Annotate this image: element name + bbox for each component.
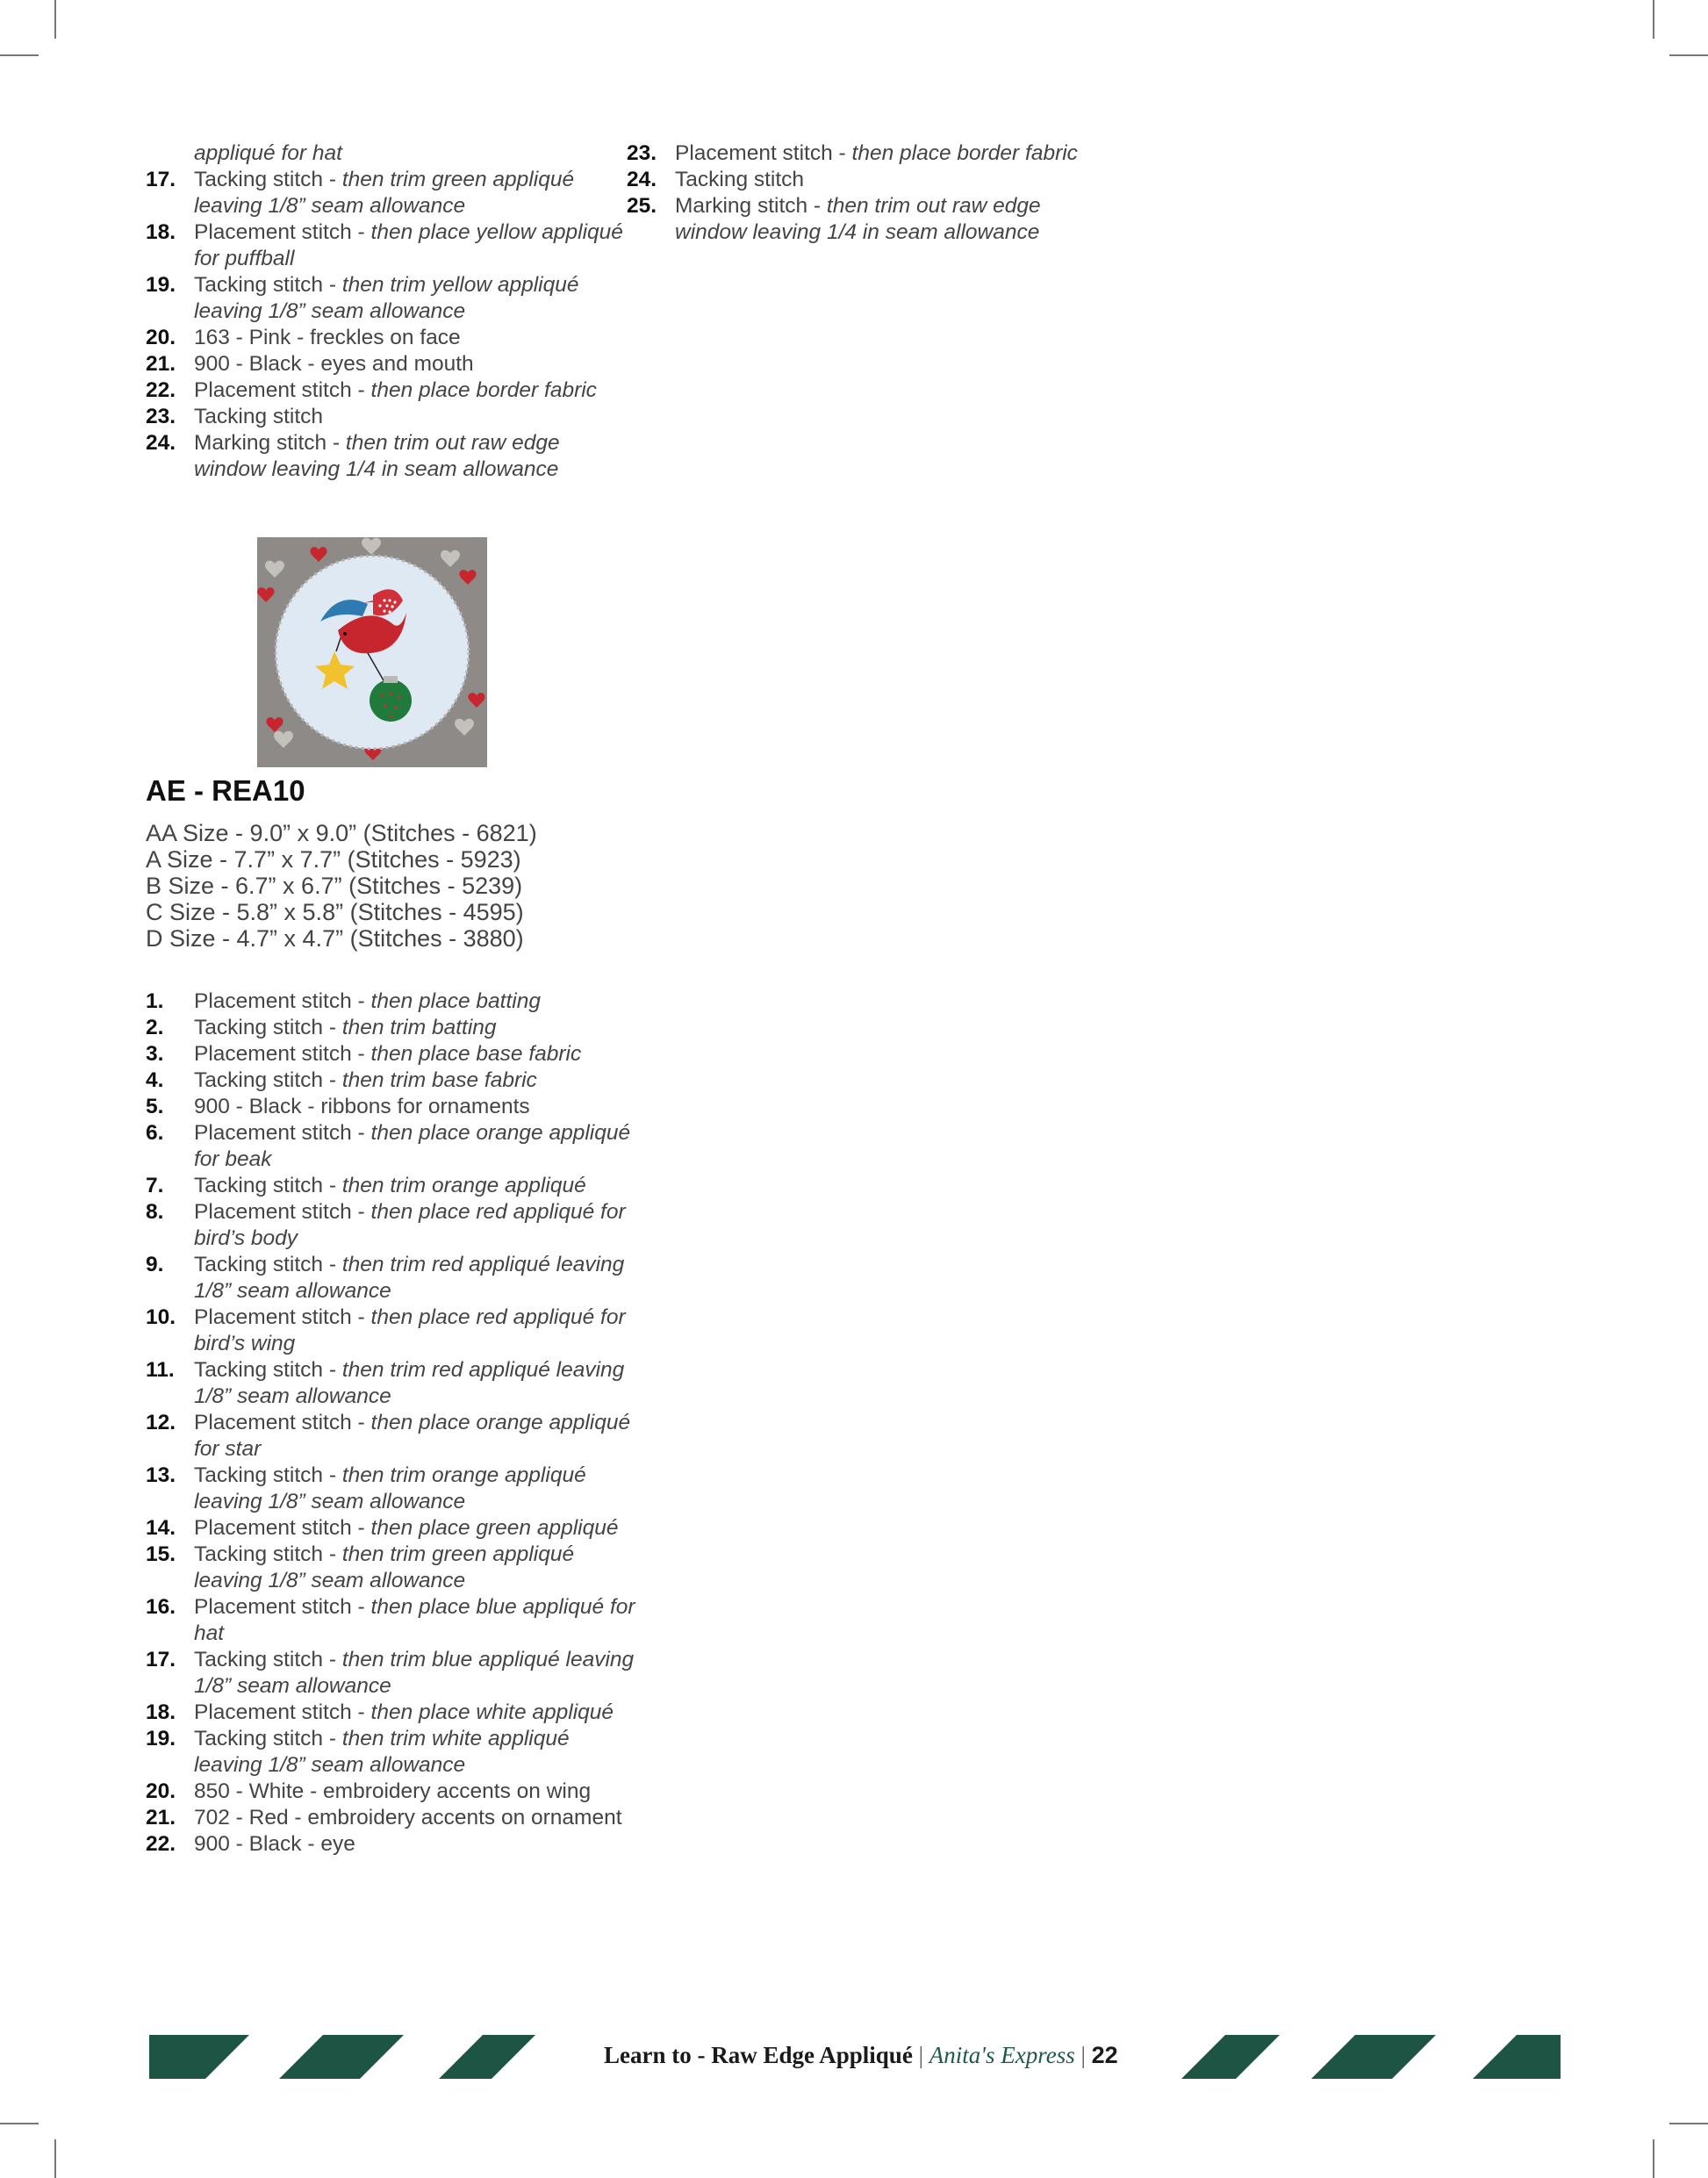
item-text: Placement stitch -	[194, 378, 371, 402]
right-steps	[627, 140, 1118, 246]
item-text: Tacking stitch -	[194, 1358, 342, 1382]
item-instruction: then trim base fabric	[341, 1068, 537, 1092]
item-text: Tacking stitch -	[194, 1253, 342, 1276]
item-text: Tacking stitch -	[194, 1463, 342, 1487]
stripe	[1181, 2035, 1280, 2079]
list-item	[146, 404, 637, 430]
item-text: Tacking stitch -	[194, 1174, 342, 1197]
item-number: 21.	[146, 352, 176, 376]
item-number: 10.	[146, 1305, 176, 1329]
item-number: 9.	[146, 1253, 164, 1276]
list-item	[146, 351, 637, 377]
item-number: 2.	[146, 1016, 164, 1039]
item-text: 850 - White - embroidery accents on wing	[194, 1779, 592, 1803]
list-item	[146, 1805, 637, 1831]
list-item	[146, 325, 637, 351]
size-line: D Size - 4.7” x 4.7” (Stitches - 3880)	[146, 925, 524, 952]
list-item	[627, 140, 1118, 167]
list-item	[146, 1252, 637, 1305]
size-line: A Size - 7.7” x 7.7” (Stitches - 5923)	[146, 846, 521, 873]
list-item	[146, 1015, 637, 1041]
item-text: Tacking stitch -	[194, 1016, 342, 1039]
item-instruction: then place blue appliqué for hat	[194, 1595, 635, 1645]
item-number: 22.	[146, 378, 176, 402]
crop-mark	[0, 54, 39, 56]
item-number: 12.	[146, 1411, 176, 1434]
footer-lead: Learn to -	[604, 2042, 712, 2068]
item-instruction: appliqué for hat	[194, 141, 342, 165]
item-text: 702 - Red - embroidery accents on ornament	[194, 1806, 622, 1829]
item-instruction: then place white appliqué	[370, 1700, 614, 1724]
crop-mark	[54, 0, 56, 39]
crop-mark	[1653, 2139, 1654, 2178]
list-item	[146, 1831, 637, 1858]
item-number: 14.	[146, 1516, 176, 1540]
item-number: 20.	[146, 326, 176, 349]
item-text: Placement stitch -	[675, 141, 852, 165]
item-text: Placement stitch -	[194, 220, 371, 244]
item-instruction: then trim blue appliqué leaving 1/8” seam allowance	[194, 1648, 635, 1698]
item-number: 25.	[627, 194, 657, 218]
item-text: Marking stitch -	[675, 194, 827, 218]
item-instruction: then place batting	[370, 989, 541, 1013]
stripe	[439, 2035, 535, 2079]
item-instruction: then place base fabric	[370, 1042, 582, 1066]
item-number: 11.	[146, 1358, 175, 1382]
design-steps	[146, 988, 637, 1858]
item-instruction: then trim green appliqué leaving 1/8” seam allowance	[194, 1542, 575, 1592]
item-number: 21.	[146, 1806, 176, 1829]
item-instruction: then trim white appliqué leaving 1/8” seam allowance	[194, 1727, 570, 1777]
list-item	[146, 1357, 637, 1410]
continued-steps	[146, 140, 637, 483]
list-item	[146, 1173, 637, 1199]
footer-caption	[604, 2042, 1118, 2069]
item-text: Marking stitch -	[194, 431, 346, 455]
stripe	[149, 2035, 249, 2079]
item-number: 19.	[146, 1727, 176, 1750]
item-text: Placement stitch -	[194, 1200, 371, 1224]
item-text: 163 - Pink - freckles on face	[194, 326, 461, 349]
list-item	[146, 140, 637, 167]
list-item	[146, 1120, 637, 1173]
list-item	[146, 1410, 637, 1463]
size-line: B Size - 6.7” x 6.7” (Stitches - 5239)	[146, 873, 523, 899]
item-instruction: then place green appliqué	[370, 1516, 619, 1540]
stripe	[279, 2035, 404, 2079]
list-item	[146, 1594, 637, 1647]
item-text: Tacking stitch -	[194, 1542, 342, 1566]
list-item	[146, 1305, 637, 1357]
list-item	[146, 988, 637, 1015]
item-instruction: then trim red appliqué leaving 1/8” seam allowance	[194, 1358, 625, 1408]
item-text: Placement stitch -	[194, 989, 371, 1013]
size-line: C Size - 5.8” x 5.8” (Stitches - 4595)	[146, 899, 524, 925]
item-text: 900 - Black - ribbons for ornaments	[194, 1095, 530, 1118]
item-number: 15.	[146, 1542, 176, 1566]
item-number: 24.	[627, 168, 657, 191]
design-photo	[257, 537, 487, 767]
item-text: Tacking stitch	[675, 168, 805, 191]
item-number: 23.	[146, 405, 176, 428]
list-item	[146, 1779, 637, 1805]
item-number: 19.	[146, 273, 176, 297]
item-instruction: then place red appliqué for bird’s body	[194, 1200, 626, 1250]
footer-subtitle: Anita's Express	[929, 2042, 1075, 2068]
item-number: 18.	[146, 1700, 176, 1724]
footer-sep: |	[918, 2042, 923, 2068]
crop-mark	[1669, 54, 1708, 56]
item-instruction: then trim orange appliqué	[341, 1174, 586, 1197]
footer-title: Raw Edge Appliqué	[711, 2042, 913, 2068]
item-text: Tacking stitch -	[194, 273, 342, 297]
size-list	[146, 820, 537, 952]
list-item	[146, 219, 637, 272]
list-item	[146, 1067, 637, 1094]
item-number: 17.	[146, 1648, 176, 1671]
item-number: 16.	[146, 1595, 176, 1619]
item-instruction: then trim yellow appliqué leaving 1/8” seam allowance	[194, 273, 579, 323]
item-text: Placement stitch -	[194, 1411, 371, 1434]
item-text: Placement stitch -	[194, 1516, 371, 1540]
item-number: 6.	[146, 1121, 164, 1145]
item-instruction: then place orange appliqué for star	[194, 1411, 631, 1461]
list-item	[146, 1647, 637, 1700]
item-instruction: then place orange appliqué for beak	[194, 1121, 631, 1171]
list-item	[146, 1700, 637, 1726]
page-number: 22	[1091, 2042, 1118, 2068]
item-instruction: then trim batting	[341, 1016, 497, 1039]
item-number: 17.	[146, 168, 176, 191]
item-number: 8.	[146, 1200, 164, 1224]
item-text: Placement stitch -	[194, 1700, 371, 1724]
item-number: 13.	[146, 1463, 176, 1487]
size-line: AA Size - 9.0” x 9.0” (Stitches - 6821)	[146, 820, 537, 846]
crop-mark	[0, 2123, 39, 2124]
item-instruction: then trim orange appliqué leaving 1/8” seam allowance	[194, 1463, 586, 1513]
item-instruction: then trim out raw edge window leaving 1/4 in seam allowance	[194, 431, 560, 481]
item-number: 4.	[146, 1068, 164, 1092]
list-item	[146, 377, 637, 404]
item-text: Tacking stitch -	[194, 1727, 342, 1750]
footer-sep: |	[1080, 2042, 1086, 2068]
list-item	[146, 1094, 637, 1120]
item-text: Placement stitch -	[194, 1042, 371, 1066]
item-text: Placement stitch -	[194, 1305, 371, 1329]
item-number: 20.	[146, 1779, 176, 1803]
item-text: Placement stitch -	[194, 1121, 371, 1145]
item-text: Placement stitch -	[194, 1595, 371, 1619]
item-text: Tacking stitch -	[194, 1648, 342, 1671]
item-text: Tacking stitch	[194, 405, 324, 428]
design-title: AE - REA10	[146, 774, 305, 807]
item-number: 3.	[146, 1042, 164, 1066]
item-instruction: then place yellow appliqué for puffball	[194, 220, 623, 270]
item-number: 7.	[146, 1174, 164, 1197]
item-instruction: then place red appliqué for bird’s wing	[194, 1305, 626, 1355]
item-text: Tacking stitch -	[194, 1068, 342, 1092]
item-number: 1.	[146, 989, 164, 1013]
stripe	[1311, 2035, 1436, 2079]
item-text: 900 - Black - eyes and mouth	[194, 352, 474, 376]
item-instruction: then trim green appliqué leaving 1/8” seam allowance	[194, 168, 575, 218]
crop-mark	[1653, 0, 1654, 39]
list-item	[627, 167, 1118, 193]
list-item	[146, 1726, 637, 1779]
item-instruction: then trim out raw edge window leaving 1/4 in seam allowance	[675, 194, 1041, 244]
list-item	[627, 193, 1118, 246]
list-item	[146, 1199, 637, 1252]
list-item	[146, 1515, 637, 1542]
item-instruction: then place border fabric	[851, 141, 1078, 165]
list-item	[146, 430, 637, 483]
item-number: 24.	[146, 431, 176, 455]
item-instruction: then place border fabric	[370, 378, 597, 402]
item-number: 18.	[146, 220, 176, 244]
list-item	[146, 1463, 637, 1515]
list-item	[146, 1041, 637, 1067]
crop-mark	[54, 2139, 56, 2178]
item-instruction: then trim red appliqué leaving 1/8” seam allowance	[194, 1253, 625, 1303]
item-number: 5.	[146, 1095, 164, 1118]
list-item	[146, 272, 637, 325]
crop-mark	[1669, 2123, 1708, 2124]
item-number: 23.	[627, 141, 657, 165]
stripe	[1473, 2035, 1561, 2079]
item-text: 900 - Black - eye	[194, 1832, 355, 1856]
item-text: Tacking stitch -	[194, 168, 342, 191]
list-item	[146, 1542, 637, 1594]
list-item	[146, 167, 637, 219]
item-number: 22.	[146, 1832, 176, 1856]
